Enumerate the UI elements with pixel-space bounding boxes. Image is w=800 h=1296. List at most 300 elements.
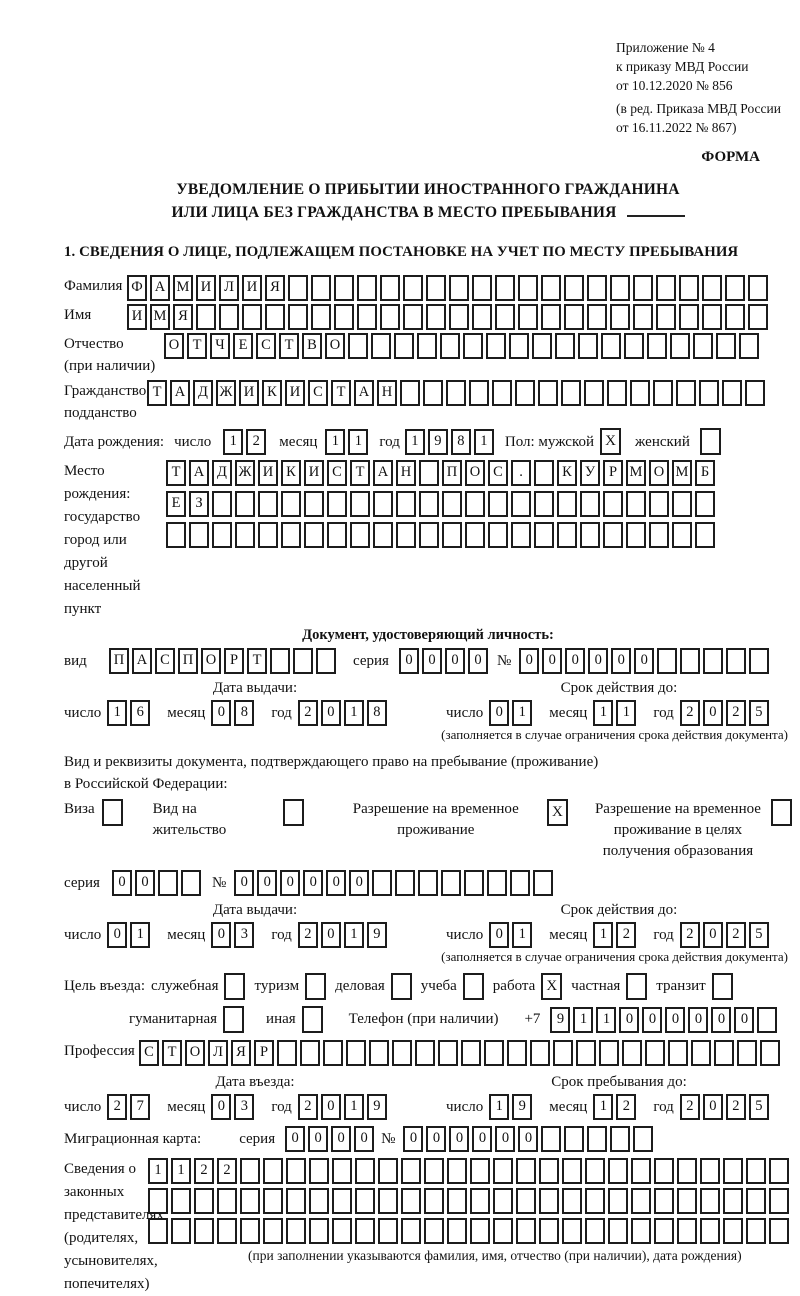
stay-year-cells (680, 1094, 772, 1120)
doc-number-cells (519, 648, 772, 674)
form-cell: Т (147, 380, 167, 406)
form-cell (401, 1188, 421, 1214)
form-cell (610, 275, 630, 301)
form-cell: 5 (749, 1094, 769, 1120)
form-cell: 0 (426, 1126, 446, 1152)
form-cell: 6 (130, 700, 150, 726)
form-cell: О (465, 460, 485, 486)
surname-cells (127, 275, 771, 301)
form-cell (633, 304, 653, 330)
form-cell (470, 1188, 490, 1214)
form-cell (654, 1218, 674, 1244)
given-name-row (64, 304, 792, 330)
form-cell: 0 (489, 922, 509, 948)
appendix-line: Приложение № 4 (616, 40, 715, 55)
form-cell (378, 1218, 398, 1244)
form-cell (311, 304, 331, 330)
form-cell (557, 522, 577, 548)
form-cell: 0 (331, 1126, 351, 1152)
residence-series-cells (112, 870, 204, 896)
form-cell (680, 648, 700, 674)
form-cell: 2 (246, 429, 266, 455)
form-cell (748, 304, 768, 330)
forma-label: ФОРМА (701, 149, 760, 165)
form-cell: Т (166, 460, 186, 486)
form-cell (541, 304, 561, 330)
form-cell (286, 1158, 306, 1184)
form-cell: 0 (495, 1126, 515, 1152)
form-cell (702, 304, 722, 330)
doc-number-label: № (496, 653, 512, 669)
form-cell: Т (350, 460, 370, 486)
form-cell: О (325, 333, 345, 359)
form-cell (679, 275, 699, 301)
form-cell: К (262, 380, 282, 406)
form-cell (748, 275, 768, 301)
form-cell: 0 (349, 870, 369, 896)
form-cell: 0 (321, 922, 341, 948)
form-cell (440, 333, 460, 359)
form-cell (309, 1218, 329, 1244)
form-cell (654, 1188, 674, 1214)
form-cell (323, 1040, 343, 1066)
form-cell (212, 522, 232, 548)
form-cell: 1 (593, 1094, 613, 1120)
form-cell: 1 (512, 700, 532, 726)
form-cell (769, 1158, 789, 1184)
form-cell (277, 1040, 297, 1066)
form-cell (562, 1218, 582, 1244)
form-cell: Я (173, 304, 193, 330)
birth-place-row-3 (166, 522, 718, 548)
form-cell: Е (166, 491, 186, 517)
form-cell: 0 (308, 1126, 328, 1152)
form-cell (626, 522, 646, 548)
form-cell (725, 304, 745, 330)
form-cell: К (281, 460, 301, 486)
form-cell: 2 (680, 922, 700, 948)
form-cell (212, 491, 232, 517)
form-cell (495, 275, 515, 301)
visit-purpose-label: Цель въезда: (64, 978, 145, 994)
form-cell (561, 380, 581, 406)
form-cell: 0 (112, 870, 132, 896)
form-cell: 0 (321, 700, 341, 726)
res-valid-day-cells (489, 922, 535, 948)
form-cell (676, 380, 696, 406)
form-cell: 2 (616, 922, 636, 948)
form-cell (516, 1218, 536, 1244)
form-cell (148, 1218, 168, 1244)
form-cell (148, 1188, 168, 1214)
doc-series-cells (399, 648, 491, 674)
valid-day-cells (489, 700, 535, 726)
form-cell: 0 (321, 1094, 341, 1120)
form-cell (442, 522, 462, 548)
form-cell (441, 870, 461, 896)
form-cell: Р (603, 460, 623, 486)
form-cell (584, 380, 604, 406)
form-cell (723, 1158, 743, 1184)
form-cell: 1 (344, 700, 364, 726)
form-cell (562, 1158, 582, 1184)
form-cell (700, 1218, 720, 1244)
form-cell (657, 648, 677, 674)
form-cell (580, 491, 600, 517)
res-valid-month-cells (593, 922, 639, 948)
purpose-humanitarian-checkbox (223, 1006, 244, 1033)
representatives-note: (при заполнении указываются фамилия, имя, отчество (при наличии), дата рождения) (248, 1248, 742, 1263)
form-cell (472, 275, 492, 301)
form-cell (693, 333, 713, 359)
birth-place-row-1 (166, 460, 718, 486)
form-cell (608, 1188, 628, 1214)
form-cell: 0 (403, 1126, 423, 1152)
document-title (64, 178, 792, 224)
form-cell: 3 (234, 922, 254, 948)
form-cell (607, 380, 627, 406)
form-cell (749, 648, 769, 674)
form-cell (601, 333, 621, 359)
form-cell (677, 1158, 697, 1184)
form-cell: 1 (593, 700, 613, 726)
form-cell (373, 491, 393, 517)
form-cell: 0 (107, 922, 127, 948)
form-cell (217, 1188, 237, 1214)
representatives-row-3 (148, 1218, 792, 1244)
form-cell (746, 1158, 766, 1184)
form-cell (447, 1218, 467, 1244)
form-cell (702, 275, 722, 301)
form-cell (380, 304, 400, 330)
profession-cells (139, 1040, 783, 1066)
form-cell: А (150, 275, 170, 301)
birth-place-labels: Место рождения: государство город или другой населенный пункт (64, 463, 141, 617)
form-cell (723, 1188, 743, 1214)
amendment-line: (в ред. Приказа МВД России (616, 101, 781, 116)
option-residence-permit: Вид на жительство (153, 799, 304, 841)
form-cell: А (189, 460, 209, 486)
form-cell: О (649, 460, 669, 486)
form-cell (737, 1040, 757, 1066)
entry-year-cells (298, 1094, 390, 1120)
form-cell (511, 522, 531, 548)
blank-underline (627, 203, 685, 217)
identity-doc-note: (заполняется в случае ограничения срока действия документа) (441, 727, 788, 742)
form-cell: Ж (216, 380, 236, 406)
form-cell: 0 (489, 700, 509, 726)
form-cell: 1 (107, 700, 127, 726)
form-cell (739, 333, 759, 359)
form-cell (327, 491, 347, 517)
form-cell (492, 380, 512, 406)
form-cell: 0 (588, 648, 608, 674)
form-cell (647, 333, 667, 359)
form-cell (695, 491, 715, 517)
form-cell (722, 380, 742, 406)
form-cell (769, 1188, 789, 1214)
doc-kind-cells (109, 648, 339, 674)
form-cell (419, 491, 439, 517)
doc-series-label: серия (353, 653, 389, 669)
form-cell (401, 1218, 421, 1244)
form-cell (293, 648, 313, 674)
identity-doc-heading: Документ, удостоверяющий личность: (302, 627, 554, 643)
form-cell (464, 870, 484, 896)
residence-doc-intro: Вид и реквизиты документа, подтверждающего право на пребывание (проживание) в Российской Федерации: (64, 754, 599, 792)
form-cell: 1 (616, 700, 636, 726)
form-cell (670, 333, 690, 359)
birth-month-cells (325, 429, 371, 455)
form-cell: 0 (703, 1094, 723, 1120)
form-cell: Я (231, 1040, 251, 1066)
form-cell (532, 333, 552, 359)
form-cell (486, 333, 506, 359)
form-cell: З (189, 491, 209, 517)
form-cell: Т (247, 648, 267, 674)
form-cell: 9 (512, 1094, 532, 1120)
form-cell (630, 380, 650, 406)
migration-series-cells (285, 1126, 377, 1152)
form-cell (541, 275, 561, 301)
res-issue-month-cells (211, 922, 257, 948)
form-cell: 1 (223, 429, 243, 455)
form-cell: С (327, 460, 347, 486)
form-cell (518, 275, 538, 301)
form-cell: 1 (405, 429, 425, 455)
form-cell (699, 380, 719, 406)
form-cell: 0 (280, 870, 300, 896)
form-cell (746, 1218, 766, 1244)
form-cell (649, 491, 669, 517)
form-cell (286, 1218, 306, 1244)
form-cell: И (239, 380, 259, 406)
form-cell (539, 1158, 559, 1184)
migration-number-cells (403, 1126, 656, 1152)
form-cell: 0 (211, 700, 231, 726)
form-cell: 8 (367, 700, 387, 726)
form-cell (400, 380, 420, 406)
purpose-work-checkbox: X (541, 973, 562, 1000)
form-cell (511, 491, 531, 517)
form-cell (745, 380, 765, 406)
form-cell (332, 1158, 352, 1184)
doc-kind-label: вид (64, 653, 87, 669)
form-cell: 0 (518, 1126, 538, 1152)
form-cell: 1 (325, 429, 345, 455)
form-cell: 1 (344, 922, 364, 948)
form-cell (585, 1188, 605, 1214)
form-cell (240, 1158, 260, 1184)
form-cell: Ф (127, 275, 147, 301)
form-cell (553, 1040, 573, 1066)
sex-male-checkbox: X (600, 428, 621, 455)
form-cell: Н (377, 380, 397, 406)
form-cell: 5 (749, 922, 769, 948)
birth-date-label: Дата рождения: (64, 433, 165, 450)
purpose-tourism-checkbox (305, 973, 326, 1000)
form-cell (515, 380, 535, 406)
form-cell (300, 1040, 320, 1066)
form-cell (587, 275, 607, 301)
form-cell (578, 333, 598, 359)
form-cell (463, 333, 483, 359)
issue-date-group: Дата выдачи: число 1 6 месяц 0 8 год 2 0 1 8 (64, 679, 446, 726)
form-cell: В (302, 333, 322, 359)
form-cell: С (256, 333, 276, 359)
form-cell (470, 1158, 490, 1184)
form-cell (562, 1188, 582, 1214)
form-cell (656, 304, 676, 330)
form-cell: 0 (135, 870, 155, 896)
form-cell (672, 491, 692, 517)
form-cell (419, 460, 439, 486)
representatives-labels: Сведения о законных представителях (родителях, усыновителях, попечителях) (64, 1161, 164, 1292)
amendment-line: от 16.11.2022 № 867) (616, 120, 737, 135)
residence-number-cells (234, 870, 556, 896)
form-cell (757, 1007, 777, 1033)
form-cell: О (201, 648, 221, 674)
valid-year-cells (680, 700, 772, 726)
form-cell (534, 460, 554, 486)
form-cell (539, 1188, 559, 1214)
form-cell: П (442, 460, 462, 486)
form-cell (564, 1126, 584, 1152)
form-cell (723, 1218, 743, 1244)
form-cell (378, 1188, 398, 1214)
form-cell (700, 1188, 720, 1214)
form-cell: А (354, 380, 374, 406)
form-cell: 0 (422, 648, 442, 674)
form-cell (631, 1188, 651, 1214)
form-cell (580, 522, 600, 548)
form-cell (746, 1188, 766, 1214)
form-cell: 2 (298, 922, 318, 948)
residence-doc-dates: Дата выдачи: число 0 1 месяц 0 3 год 2 0 1 9 Срок действия до: число 0 1 месяц 1 2 год 2 0 2 5 (64, 901, 792, 948)
temp-residence-checkbox: X (547, 799, 568, 826)
form-cell (424, 1218, 444, 1244)
form-cell: 0 (611, 648, 631, 674)
form-cell (240, 1218, 260, 1244)
form-cell (608, 1218, 628, 1244)
form-cell: К (557, 460, 577, 486)
form-cell: С (308, 380, 328, 406)
citizenship-row (64, 380, 792, 424)
form-cell (603, 522, 623, 548)
form-cell (679, 304, 699, 330)
form-cell: 2 (680, 700, 700, 726)
form-cell: Д (212, 460, 232, 486)
form-cell (332, 1218, 352, 1244)
given-name-label: Имя (64, 307, 92, 323)
form-cell (288, 275, 308, 301)
form-cell: 0 (326, 870, 346, 896)
form-cell (509, 333, 529, 359)
form-cell: 0 (472, 1126, 492, 1152)
form-cell: 3 (234, 1094, 254, 1120)
form-cell (472, 304, 492, 330)
sex-female-label: женский (635, 433, 690, 450)
issue-year-cells (298, 700, 390, 726)
birth-place-rows (166, 460, 718, 548)
form-cell (240, 1188, 260, 1214)
representatives-row-2 (148, 1188, 792, 1214)
form-cell (380, 275, 400, 301)
form-cell (350, 491, 370, 517)
profession-label: Профессия (64, 1043, 135, 1059)
form-cell (633, 275, 653, 301)
form-cell (507, 1040, 527, 1066)
phone-cells (550, 1007, 780, 1033)
form-cell: 0 (445, 648, 465, 674)
form-cell (357, 304, 377, 330)
valid-until-group: Срок действия до: число 0 1 месяц 1 1 год 2 0 2 5 (446, 679, 792, 726)
form-cell (446, 380, 466, 406)
purpose-private-checkbox (626, 973, 647, 1000)
form-cell: 5 (749, 700, 769, 726)
form-cell (265, 304, 285, 330)
purpose-transit-checkbox (712, 973, 733, 1000)
form-cell: 0 (285, 1126, 305, 1152)
form-cell (769, 1218, 789, 1244)
form-cell: 0 (688, 1007, 708, 1033)
surname-label: Фамилия (64, 278, 123, 294)
appendix-block (616, 38, 792, 137)
form-cell (760, 1040, 780, 1066)
entry-day-cells (107, 1094, 153, 1120)
birth-place-row-2 (166, 491, 718, 517)
form-cell: М (626, 460, 646, 486)
birth-date-row: Дата рождения: число 1 2 месяц 1 1 год 1 9 8 1 Пол: мужской X женский (64, 428, 792, 455)
form-cell (196, 304, 216, 330)
form-cell: 2 (680, 1094, 700, 1120)
form-cell: 0 (665, 1007, 685, 1033)
patronymic-row (64, 333, 792, 377)
form-cell (626, 491, 646, 517)
form-cell (332, 1188, 352, 1214)
form-cell (714, 1040, 734, 1066)
form-cell (263, 1218, 283, 1244)
sex-label: Пол: мужской (504, 433, 595, 450)
form-cell: 2 (298, 700, 318, 726)
form-cell (470, 1218, 490, 1244)
form-cell (677, 1218, 697, 1244)
form-cell (415, 1040, 435, 1066)
form-cell (672, 522, 692, 548)
form-cell (258, 522, 278, 548)
visit-purpose-row-2: гуманитарная иная Телефон (при наличии) +7 9 1 1 0 0 0 0 0 0 (129, 1006, 792, 1033)
form-cell (564, 304, 584, 330)
form-cell: И (242, 275, 262, 301)
form-cell (599, 1040, 619, 1066)
form-cell (334, 304, 354, 330)
form-cell (263, 1158, 283, 1184)
form-cell (396, 491, 416, 517)
form-cell (469, 380, 489, 406)
form-cell (447, 1188, 467, 1214)
form-cell (631, 1158, 651, 1184)
form-cell (166, 522, 186, 548)
stay-until-group: Срок пребывания до: число 1 9 месяц 1 2 год 2 0 2 5 (446, 1073, 792, 1120)
form-cell (726, 648, 746, 674)
form-cell (194, 1218, 214, 1244)
form-cell: Т (187, 333, 207, 359)
identity-doc-row (64, 648, 792, 674)
form-cell: 1 (344, 1094, 364, 1120)
form-cell (235, 522, 255, 548)
form-cell (369, 1040, 389, 1066)
form-cell (316, 648, 336, 674)
